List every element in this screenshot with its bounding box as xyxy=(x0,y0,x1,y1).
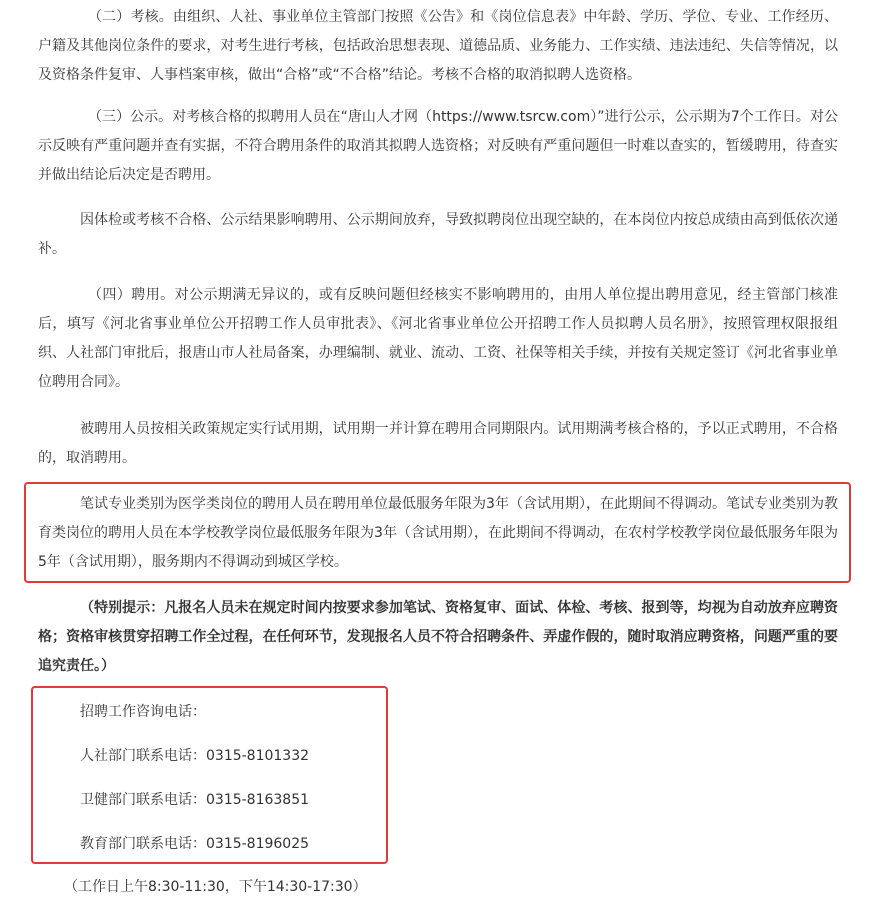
paragraph-publicity: （三）公示。对考核合格的拟聘用人员在“唐山人才网（https://www.tsrcw.com）”进行公示，公示期为7个工作日。对公示反映有严重问题并查有实据，不符合聘用条件的取消其拟聘人选资格；对反映有严重问题但一时难以查实的，暂缓聘用，待查实并做出结论后决定是否聘用。 xyxy=(38,109,838,183)
paragraph-probation: 被聘用人员按相关政策规定实行试用期，试用期一并计算在聘用合同期限内。试用期满考核合格的，予以正式聘用，不合格的，取消聘用。 xyxy=(38,421,838,466)
contacts-heading: 招聘工作咨询电话： xyxy=(80,704,206,720)
working-hours: （工作日上午8:30-11:30，下午14:30-17:30） xyxy=(64,879,367,895)
contact-education: 教育部门联系电话：0315-8196025 xyxy=(80,836,310,852)
paragraph-employment: （四）聘用。对公示期满无异议的，或有反映问题但经核实不影响聘用的，由用人单位提出聘用意见，经主管部门核准后，填写《河北省事业单位公开招聘工作人员审批表》、《河北省事业单位公开招聘工作人员拟聘人员名册》，按照管理权限报组织、人社部门审批后，报唐山市人社局备案，办理编制、就业、流动、工资、社保等相关手续，并按有关规定签订《河北省事业单位聘用合同》。 xyxy=(38,287,838,390)
contact-health: 卫健部门联系电话：0315-8163851 xyxy=(80,792,310,808)
paragraph-assessment: （二）考核。由组织、人社、事业单位主管部门按照《公告》和《岗位信息表》中年龄、学历、学位、专业、工作经历、户籍及其他岗位条件的要求，对考生进行考核，包括政治思想表现、道德品质、业务能力、工作实绩、违法违纪、失信等情况，以及资格条件复审、人事档案审核，做出“合格”或“不合格”结论。考核不合格的取消拟聘人选资格。 xyxy=(38,9,838,83)
contact-hr: 人社部门联系电话：0315-8101332 xyxy=(80,748,310,764)
paragraph-special-notice: （特别提示：凡报名人员未在规定时间内按要求参加笔试、资格复审、面试、体检、考核、报到等，均视为自动放弃应聘资格；资格审核贯穿招聘工作全过程，在任何环节，发现报名人员不符合招聘条件、弄虚作假的，随时取消应聘资格，问题严重的要追究责任。） xyxy=(38,600,838,674)
paragraph-service-term: 笔试专业类别为医学类岗位的聘用人员在聘用单位最低服务年限为3年（含试用期），在此期间不得调动。笔试专业类别为教育类岗位的聘用人员在本学校教学岗位最低服务年限为3年（含试用期），在此期间不得调动，在农村学校教学岗位最低服务年限为5年（含试用期），服务期内不得调动到城区学校。 xyxy=(38,496,838,570)
paragraph-vacancy-fill: 因体检或考核不合格、公示结果影响聘用、公示期间放弃，导致拟聘岗位出现空缺的，在本岗位内按总成绩由高到低依次递补。 xyxy=(38,212,838,257)
